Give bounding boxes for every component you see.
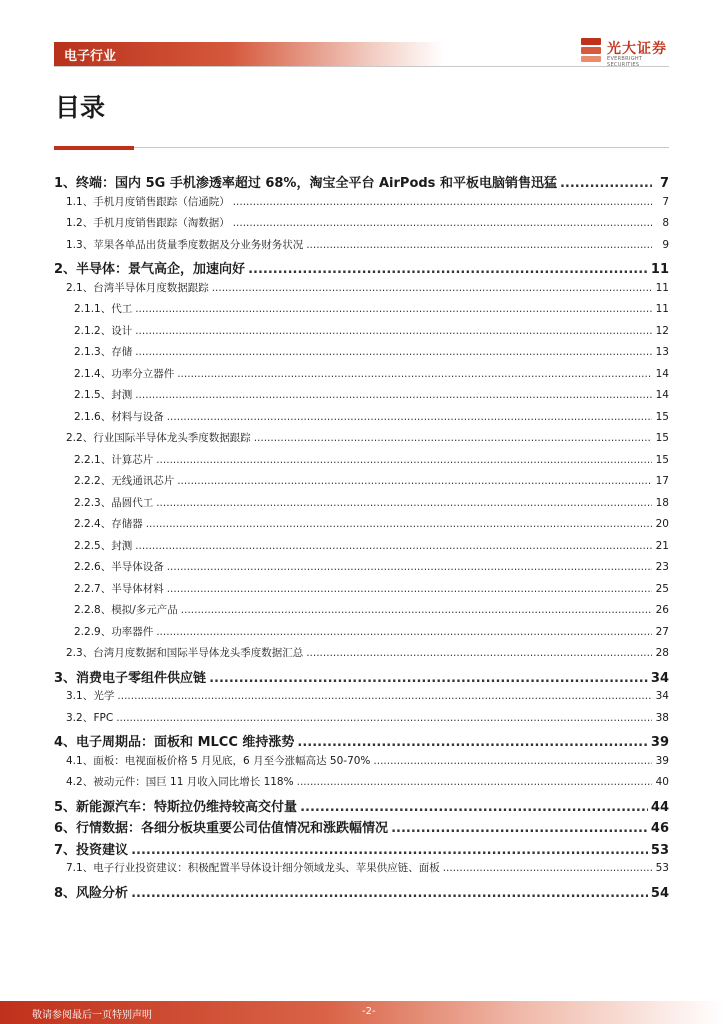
- toc-entry-title: 功率器件: [111, 625, 154, 638]
- toc-entry-title: 台湾半导体月度数据跟踪: [93, 281, 209, 294]
- toc-entry-page: 18: [655, 496, 669, 509]
- toc-entry-title: 台湾月度数据和国际半导体龙头季度数据汇总: [93, 647, 304, 659]
- toc-entry-number: 2.2.8、: [74, 604, 112, 616]
- toc-leader-dots: [373, 755, 652, 767]
- toc-entry[interactable]: [54, 581, 669, 603]
- toc-leader-dots: [248, 262, 648, 277]
- toc-entry-page: 53: [650, 842, 669, 858]
- toc-entry-title: FPC: [93, 711, 114, 724]
- toc-entry-page: 15: [655, 410, 669, 423]
- toc-entry-title: 行情数据：各细分板块重要公司估值情况和涨跌幅情况: [76, 821, 389, 836]
- toc-entry-number: 2.3、: [66, 647, 94, 659]
- toc-entry-number: 7、: [54, 842, 77, 858]
- toc-entry[interactable]: [54, 774, 669, 796]
- toc-entry[interactable]: [54, 366, 669, 388]
- toc-leader-dots: [135, 346, 652, 358]
- section-label: 电子行业: [64, 49, 117, 64]
- toc-entry[interactable]: [54, 753, 669, 775]
- toc-leader-dots: [156, 454, 652, 466]
- toc-entry-title: 新能源汽车：特斯拉仍维持较高交付量: [76, 799, 298, 815]
- company-logo: [580, 36, 675, 66]
- toc-entry-number: 5、: [54, 799, 77, 815]
- toc-entry-page: 9: [662, 238, 669, 251]
- toc-entry-page: 14: [655, 389, 669, 401]
- toc-leader-dots: [116, 712, 652, 724]
- toc-entry-page: 11: [650, 262, 669, 277]
- toc-entry[interactable]: [54, 516, 669, 538]
- toc-entry[interactable]: [54, 409, 669, 431]
- toc-entry[interactable]: [54, 796, 669, 818]
- header-divider: [54, 66, 669, 67]
- footer-disclaimer: 敬请参阅最后一页特别声明: [32, 1010, 152, 1021]
- toc-entry-number: 7.1、: [66, 862, 94, 874]
- toc-entry-title: 光学: [93, 690, 115, 702]
- toc-leader-dots: [167, 561, 652, 573]
- toc-entry[interactable]: [54, 280, 669, 302]
- toc-leader-dots: [209, 671, 648, 686]
- toc-entry-number: 4.1、: [66, 754, 94, 767]
- toc-entry-page: 38: [655, 711, 669, 724]
- toc-entry-page: 39: [650, 735, 669, 750]
- toc-entry-title: 电子周期品：面板和 MLCC 维持涨势: [76, 735, 295, 750]
- title-divider: [134, 147, 669, 148]
- toc-entry-number: 3.1、: [66, 690, 94, 702]
- toc-leader-dots: [177, 368, 652, 380]
- toc-entry-page: 15: [655, 453, 669, 466]
- toc-entry-title: 电子行业投资建议：积极配置半导体设计细分领域龙头、苹果供应链、面板: [93, 862, 440, 874]
- toc-entry-title: 无线通讯芯片: [111, 475, 175, 487]
- toc-entry[interactable]: [54, 387, 669, 409]
- toc-entry[interactable]: [54, 559, 669, 581]
- toc-entry-page: 54: [650, 885, 669, 901]
- toc-entry[interactable]: [54, 430, 669, 452]
- toc-entry[interactable]: [54, 172, 669, 194]
- toc-entry-title: 材料与设备: [111, 410, 164, 423]
- toc-entry-title: 半导体材料: [111, 582, 164, 595]
- toc-entry-number: 2.2、: [66, 432, 94, 444]
- toc-leader-dots: [297, 776, 652, 788]
- toc-entry-page: 8: [662, 217, 669, 229]
- toc-entry-number: 1.3、: [66, 238, 94, 251]
- toc-entry[interactable]: [54, 602, 669, 624]
- toc-entry[interactable]: [54, 495, 669, 517]
- toc-leader-dots: [300, 800, 648, 815]
- toc-entry[interactable]: [54, 344, 669, 366]
- toc-entry-number: 2.2.1、: [74, 453, 112, 466]
- toc-entry-page: 23: [655, 561, 669, 573]
- toc-entry-title: 手机月度销售跟踪（信通院）: [93, 195, 230, 208]
- toc-entry-page: 13: [655, 346, 669, 358]
- toc-entry-title: 消费电子零组件供应链: [76, 670, 207, 686]
- toc-entry-page: 20: [655, 518, 669, 530]
- toc-entry-page: 53: [655, 862, 669, 874]
- footer-bar: [0, 1001, 724, 1024]
- toc-entry[interactable]: [54, 645, 669, 667]
- toc-entry[interactable]: [54, 215, 669, 237]
- toc-entry[interactable]: [54, 624, 669, 646]
- toc-entry-page: 14: [655, 367, 669, 380]
- toc-entry[interactable]: [54, 323, 669, 345]
- toc-leader-dots: [131, 843, 648, 858]
- toc-entry-number: 1.2、: [66, 217, 94, 229]
- toc-entry-title: 计算芯片: [111, 453, 154, 466]
- toc-leader-dots: [177, 475, 652, 487]
- toc-entry[interactable]: [54, 710, 669, 732]
- toc-entry-number: 2.1.3、: [74, 346, 112, 358]
- toc-entry[interactable]: [54, 731, 669, 753]
- toc-leader-dots: [135, 303, 652, 315]
- toc-entry-title: 半导体：景气高企，加速向好: [76, 262, 246, 277]
- toc-leader-dots: [156, 497, 652, 509]
- toc-entry-page: 39: [655, 754, 669, 767]
- toc-leader-dots: [306, 647, 652, 659]
- toc-entry-title: 终端：国内 5G 手机渗透率超过 68%，淘宝全平台 AirPods 和平板电脑销售迅猛: [76, 176, 557, 191]
- toc-entry-number: 2.2.5、: [74, 539, 112, 552]
- toc-leader-dots: [181, 604, 652, 616]
- toc-entry-number: 1、: [54, 176, 77, 191]
- toc-entry-title: 风险分析: [76, 885, 129, 901]
- section-header-bar: [54, 42, 444, 66]
- toc-entry-title: 存储器: [111, 518, 143, 530]
- toc-leader-dots: [146, 518, 652, 530]
- toc-leader-dots: [560, 176, 652, 191]
- toc-leader-dots: [167, 411, 652, 423]
- toc-entry[interactable]: [54, 538, 669, 560]
- toc-leader-dots: [443, 862, 652, 874]
- toc-entry-title: 手机月度销售跟踪（淘数据）: [93, 217, 230, 229]
- toc-entry-number: 1.1、: [66, 195, 94, 208]
- toc-leader-dots: [156, 626, 652, 638]
- toc-entry-title: 存储: [111, 346, 133, 358]
- toc-entry[interactable]: [54, 194, 669, 216]
- toc-entry[interactable]: [54, 839, 669, 861]
- page-title: 目录: [55, 93, 106, 122]
- toc-entry-page: 44: [650, 799, 669, 815]
- toc-entry-page: 7: [662, 195, 669, 208]
- toc-entry-title: 代工: [111, 303, 133, 315]
- toc-entry-page: 12: [655, 324, 669, 337]
- toc-entry-number: 2.2.9、: [74, 625, 112, 638]
- toc-entry-title: 封测: [111, 389, 133, 401]
- toc-entry[interactable]: [54, 301, 669, 323]
- toc-entry-page: 11: [655, 303, 669, 315]
- toc-entry-number: 2.1.4、: [74, 367, 112, 380]
- toc-entry-page: 17: [655, 475, 669, 487]
- toc-entry[interactable]: [54, 667, 669, 689]
- toc-leader-dots: [135, 389, 652, 401]
- toc-entry-number: 2.2.3、: [74, 496, 112, 509]
- toc-entry[interactable]: [54, 258, 669, 280]
- toc-entry-number: 2.2.4、: [74, 518, 112, 530]
- toc-entry[interactable]: [54, 473, 669, 495]
- toc-entry-number: 4、: [54, 735, 77, 750]
- toc-entry-page: 25: [655, 582, 669, 595]
- toc-leader-dots: [391, 821, 648, 836]
- toc-leader-dots: [297, 735, 648, 750]
- toc-entry-title: 设计: [111, 324, 133, 337]
- logo-chinese-name: 光大证券: [607, 41, 667, 57]
- toc-entry-page: 27: [655, 625, 669, 638]
- toc-entry-page: 26: [655, 604, 669, 616]
- toc-entry[interactable]: [54, 237, 669, 259]
- toc-entry-number: 2.1、: [66, 281, 94, 294]
- toc-entry-page: 21: [655, 539, 669, 552]
- toc-entry-number: 2.2.6、: [74, 561, 112, 573]
- toc-entry-page: 28: [655, 647, 669, 659]
- toc-entry[interactable]: [54, 688, 669, 710]
- page-number: -2-: [362, 1006, 376, 1017]
- toc-entry-title: 面板：电视面板价格 5 月见底，6 月至今涨幅高达 50-70%: [93, 754, 371, 767]
- toc-leader-dots: [135, 325, 652, 337]
- logo-mark-icon: [580, 37, 602, 63]
- toc-entry-page: 40: [655, 776, 669, 788]
- logo-english-name: EVERBRIGHT SECURITIES: [607, 56, 643, 68]
- toc-leader-dots: [212, 282, 652, 294]
- toc-leader-dots: [117, 690, 652, 702]
- toc-entry-number: 6、: [54, 821, 77, 836]
- toc-entry-page: 34: [655, 690, 669, 702]
- toc-entry-number: 8、: [54, 885, 77, 901]
- toc-entry-title: 投资建议: [76, 842, 129, 858]
- toc-leader-dots: [233, 217, 652, 229]
- toc-leader-dots: [135, 540, 652, 552]
- toc-leader-dots: [167, 583, 652, 595]
- toc-entry-number: 2、: [54, 262, 77, 277]
- toc-entry-page: 11: [655, 281, 669, 294]
- toc-entry-number: 2.1.2、: [74, 324, 112, 337]
- toc-entry-number: 4.2、: [66, 776, 94, 788]
- toc-leader-dots: [254, 432, 652, 444]
- toc-entry-number: 3.2、: [66, 711, 94, 724]
- toc-entry-title: 功率分立器件: [111, 367, 175, 380]
- toc-entry[interactable]: [54, 860, 669, 882]
- toc-entry-title: 被动元件：国巨 11 月收入同比增长 118%: [93, 776, 294, 788]
- toc-entry-title: 行业国际半导体龙头季度数据跟踪: [93, 432, 251, 444]
- toc-entry-number: 2.2.2、: [74, 475, 112, 487]
- title-accent-bar: [54, 146, 134, 150]
- toc-entry-title: 半导体设备: [111, 561, 164, 573]
- toc-entry-number: 2.1.1、: [74, 303, 112, 315]
- toc-entry-title: 晶圆代工: [111, 496, 154, 509]
- toc-entry-number: 2.1.6、: [74, 410, 112, 423]
- toc-leader-dots: [233, 196, 652, 208]
- toc-leader-dots: [131, 886, 648, 901]
- toc-entry-title: 苹果各单品出货量季度数据及分业务财务状况: [93, 238, 304, 251]
- toc-entry-page: 15: [655, 432, 669, 444]
- toc-entry-page: 46: [650, 821, 669, 836]
- toc-entry-title: 模拟/多元产品: [111, 604, 178, 616]
- toc-entry-page: 7: [659, 176, 669, 191]
- toc-leader-dots: [306, 239, 652, 251]
- toc-entry[interactable]: [54, 817, 669, 839]
- toc-entry-number: 2.2.7、: [74, 582, 112, 595]
- toc-entry-number: 3、: [54, 670, 77, 686]
- toc-entry-title: 封测: [111, 539, 133, 552]
- toc-entry[interactable]: [54, 882, 669, 904]
- toc-entry-number: 2.1.5、: [74, 389, 112, 401]
- toc-entry-page: 34: [650, 670, 669, 686]
- table-of-contents: [54, 172, 669, 903]
- toc-entry[interactable]: [54, 452, 669, 474]
